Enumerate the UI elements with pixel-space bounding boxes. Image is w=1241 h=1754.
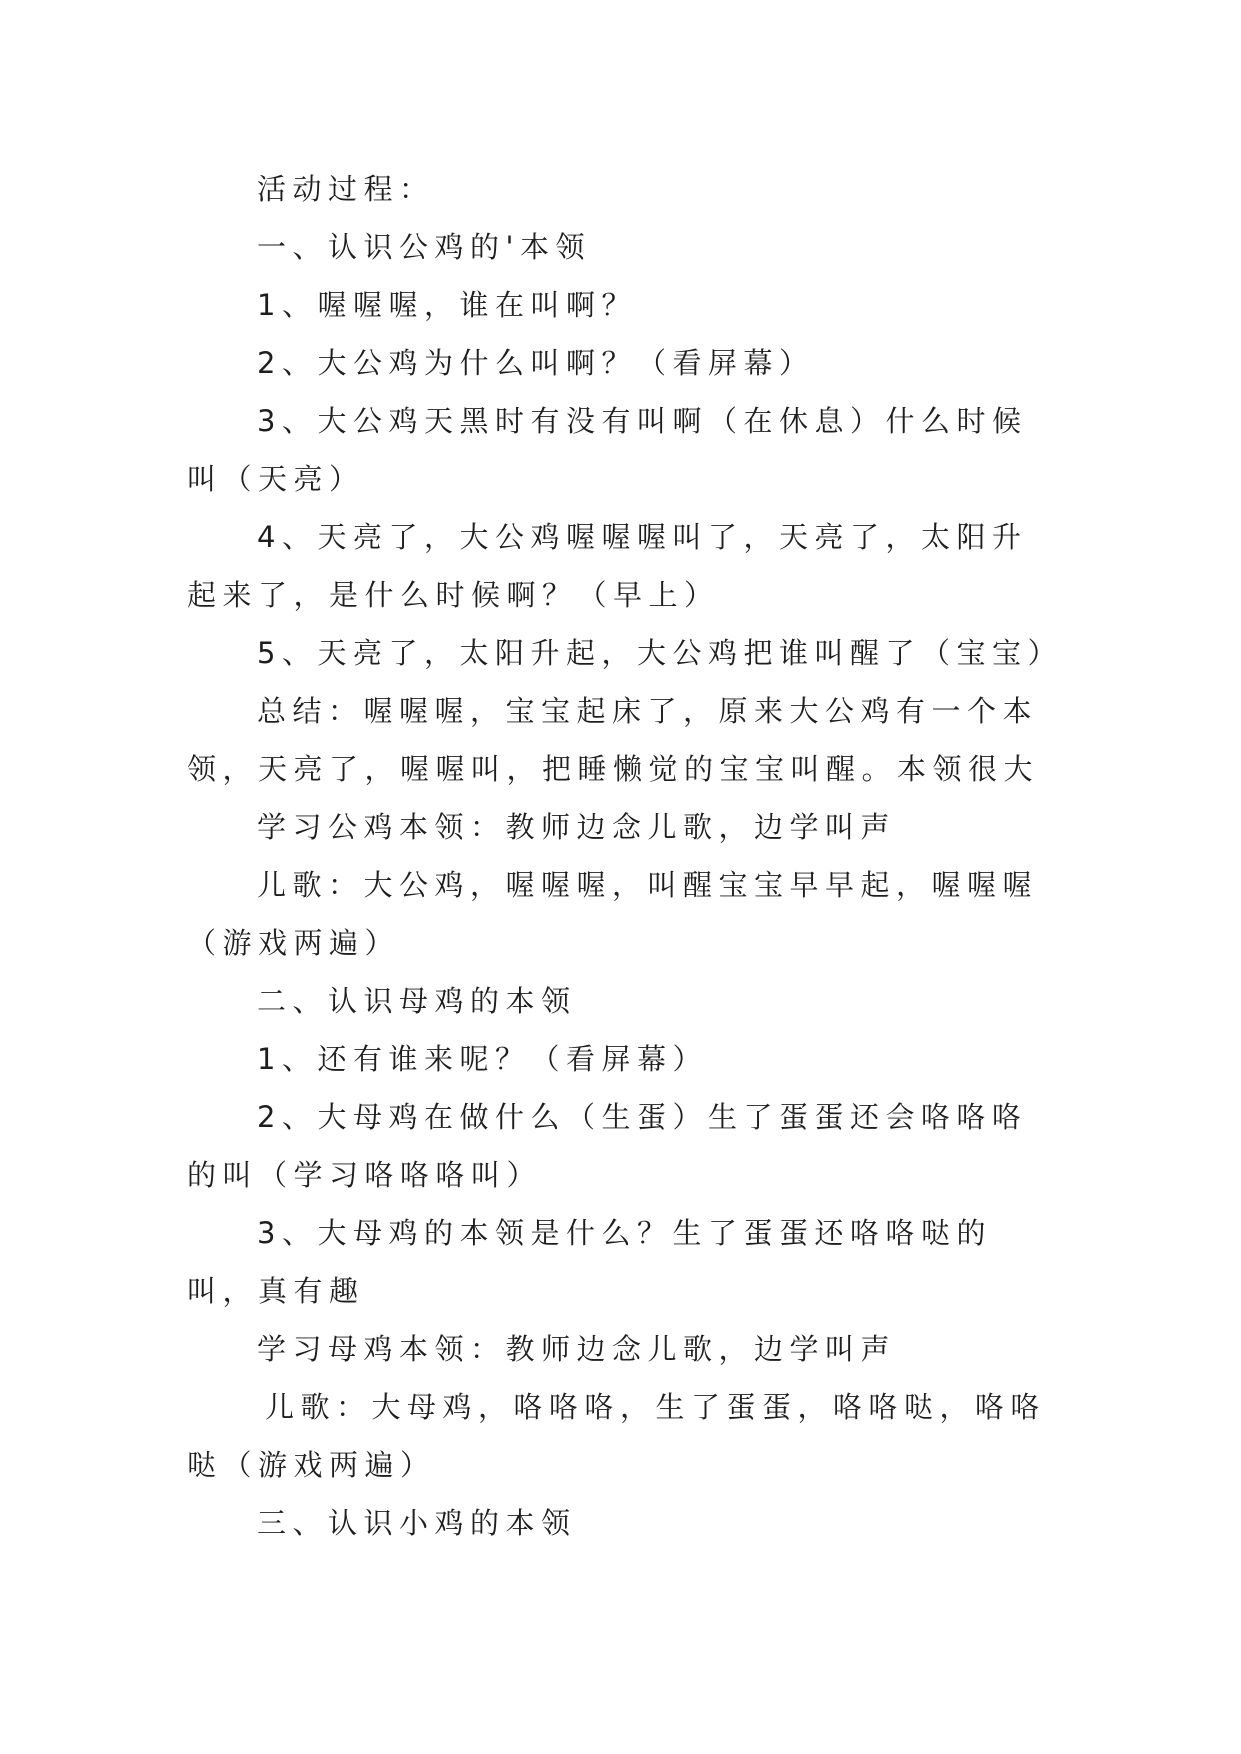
list-item: 1、还有谁来呢？（看屏幕） <box>257 1042 708 1076</box>
paragraph-learn-rooster: 学习公鸡本领：教师边念儿歌，边学叫声 <box>257 810 897 844</box>
list-item: 5、天亮了，太阳升起，大公鸡把谁叫醒了（宝宝） <box>257 636 1063 670</box>
document-body <box>187 160 1063 1552</box>
section-heading-hen: 二、认识母鸡的本领 <box>257 984 577 1018</box>
list-item: 3、大母鸡的本领是什么？生了蛋蛋还咯咯哒的叫，真有趣 <box>187 1216 992 1308</box>
paragraph-activity-process: 活动过程： <box>257 172 435 206</box>
list-item: 4、天亮了，大公鸡喔喔喔叫了，天亮了，太阳升起来了，是什么时候啊？（早上） <box>187 520 1028 612</box>
list-item: 2、大公鸡为什么叫啊？（看屏幕） <box>257 346 815 380</box>
list-item: 2、大母鸡在做什么（生蛋）生了蛋蛋还会咯咯咯的叫（学习咯咯咯叫） <box>187 1100 1028 1192</box>
list-item: 3、大公鸡天黑时有没有叫啊（在休息）什么时候叫（天亮） <box>187 404 1028 496</box>
paragraph-summary: 总结：喔喔喔，宝宝起床了，原来大公鸡有一个本领，天亮了，喔喔叫，把睡懒觉的宝宝叫醒。本领很大 <box>187 694 1040 786</box>
list-item: 1、喔喔喔，谁在叫啊？ <box>257 288 637 322</box>
paragraph-hen-rhyme: 儿歌：大母鸡，咯咯咯，生了蛋蛋，咯咯哒，咯咯哒（游戏两遍） <box>187 1390 1047 1482</box>
paragraph-rooster-rhyme: 儿歌：大公鸡，喔喔喔，叫醒宝宝早早起，喔喔喔（游戏两遍） <box>187 868 1039 960</box>
section-heading-chick: 三、认识小鸡的本领 <box>257 1506 577 1540</box>
paragraph-learn-hen: 学习母鸡本领：教师边念儿歌，边学叫声 <box>257 1332 897 1366</box>
section-heading-rooster: 一、认识公鸡的'本领 <box>257 230 591 264</box>
